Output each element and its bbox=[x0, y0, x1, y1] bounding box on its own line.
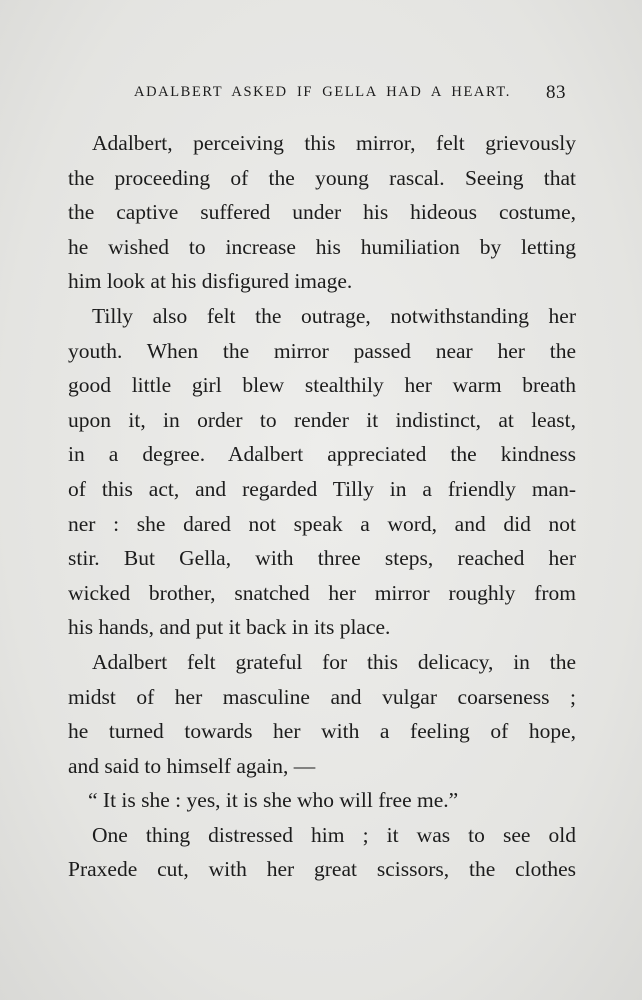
text-line: ner : she dared not speak a word, and did not bbox=[68, 511, 576, 536]
text-line: the proceeding of the young rascal. Seeing that bbox=[68, 165, 576, 190]
text-line: Praxede cut, with her great scissors, the clothes bbox=[68, 857, 576, 882]
text-line: One thing distressed him ; it was to see old bbox=[92, 822, 576, 847]
text-line: midst of her masculine and vulgar coarseness ; bbox=[68, 684, 576, 709]
text-line: his hands, and put it back in its place. bbox=[68, 615, 391, 640]
text-line: the captive suffered under his hideous costume, bbox=[68, 200, 576, 225]
text-line: Tilly also felt the outrage, notwithstanding her bbox=[92, 303, 576, 328]
text-line: Adalbert, perceiving this mirror, felt grievously bbox=[92, 131, 576, 155]
running-title: ADALBERT ASKED IF GELLA HAD A HEART. bbox=[134, 84, 511, 100]
page-number: 83 bbox=[546, 82, 566, 103]
text-line: him look at his disfigured image. bbox=[68, 269, 353, 294]
text-line: he wished to increase his humiliation by letting bbox=[68, 234, 576, 259]
text-line: he turned towards her with a feeling of hope, bbox=[68, 719, 576, 744]
body-text bbox=[68, 126, 576, 887]
text-line: upon it, in order to render it indistinct, at least, bbox=[68, 407, 576, 432]
text-line: “ It is she : yes, it is she who will free me.” bbox=[88, 788, 459, 813]
text-line: youth. When the mirror passed near her the bbox=[68, 338, 576, 363]
text-line: wicked brother, snatched her mirror roughly from bbox=[68, 580, 576, 605]
text-line: good little girl blew stealthily her warm breath bbox=[68, 373, 576, 398]
page-header bbox=[0, 84, 642, 108]
text-line: in a degree. Adalbert appreciated the kindness bbox=[68, 442, 576, 467]
text-line: and said to himself again, — bbox=[68, 753, 316, 778]
text-line: stir. But Gella, with three steps, reached her bbox=[68, 546, 576, 571]
text-line: Adalbert felt grateful for this delicacy, in the bbox=[92, 649, 576, 674]
text-line: of this act, and regarded Tilly in a friendly man- bbox=[68, 476, 576, 501]
